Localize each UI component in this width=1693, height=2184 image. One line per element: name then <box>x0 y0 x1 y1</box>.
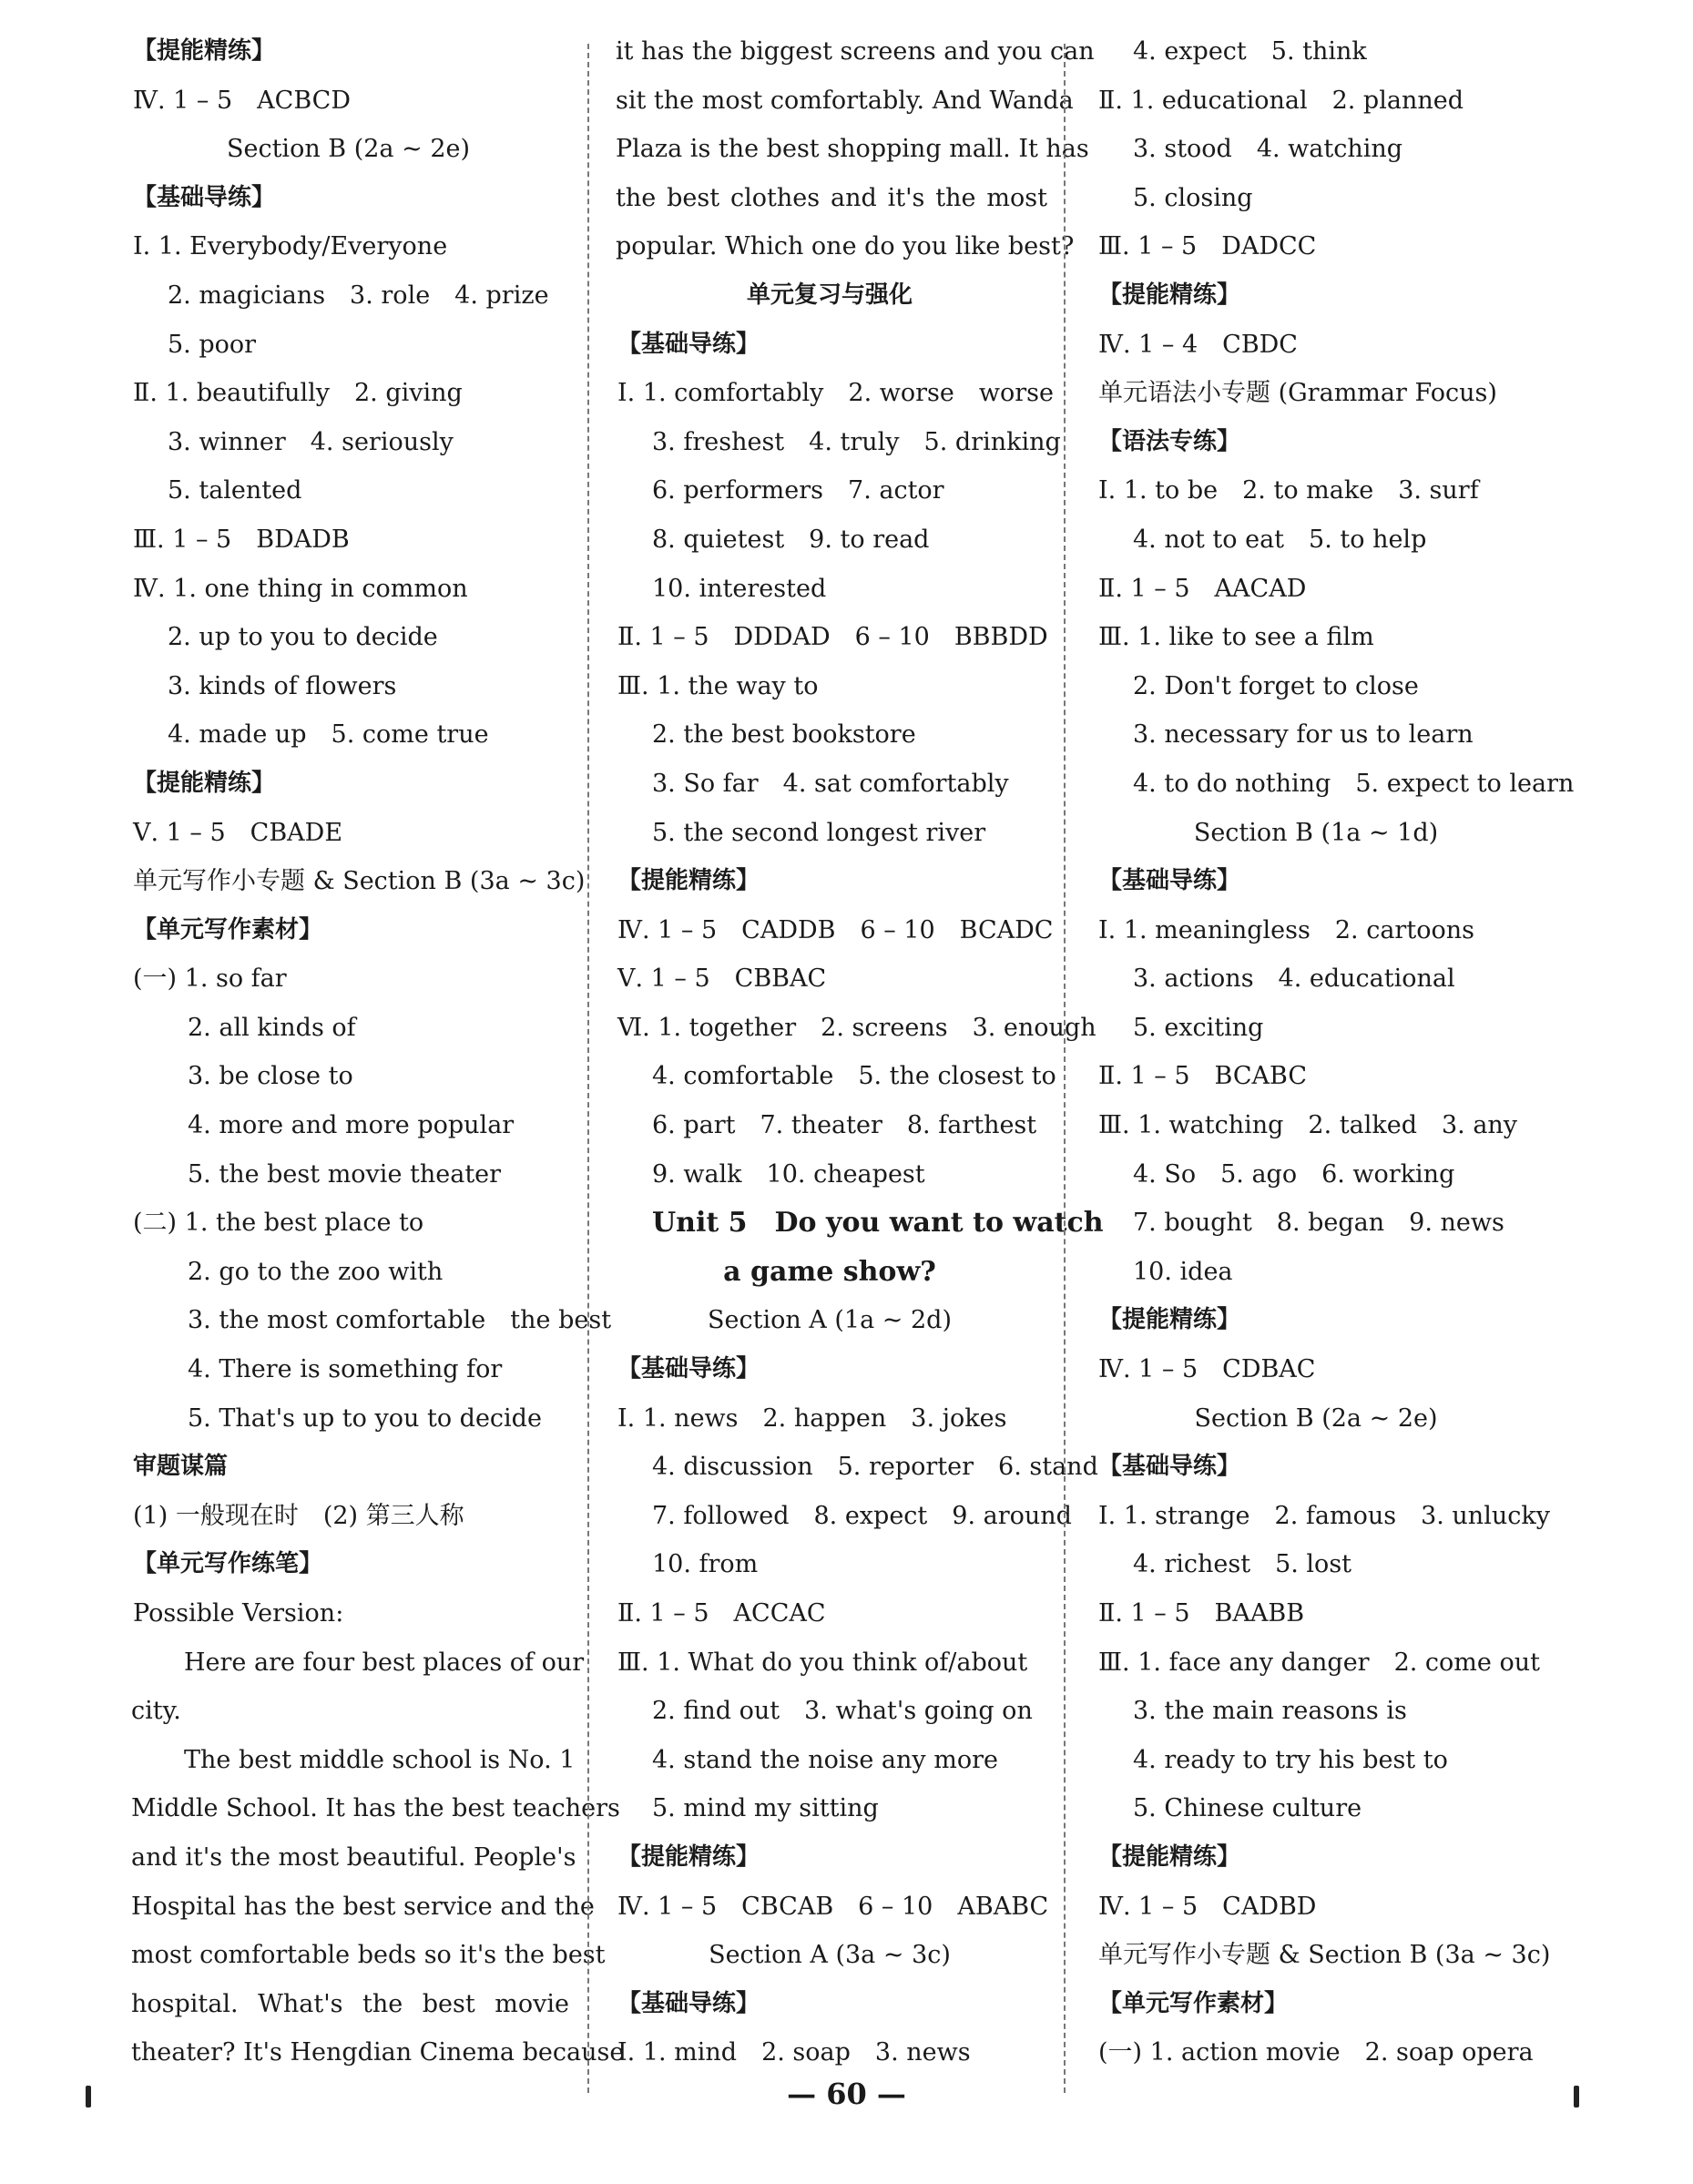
answer-line: 5. mind my sitting <box>652 1794 879 1823</box>
answer-line: 3. the main reasons is <box>1133 1697 1407 1726</box>
answer-line: 4. stand the noise any more <box>652 1745 998 1774</box>
section-title: Section B (1a ~ 1d) <box>1193 818 1439 847</box>
answer-line: (一) 1. so far <box>133 964 287 994</box>
essay-line: and it's the most beautiful. People's <box>131 1842 576 1872</box>
section-heading: 【单元写作练笔】 <box>133 1550 323 1578</box>
answer-line: Ⅳ. 1. one thing in common <box>133 574 468 603</box>
answer-line: Ⅱ. 1 – 5 DDDAD 6 – 10 BBBDD <box>617 623 1048 652</box>
answer-line: Ⅱ. 1. educational 2. planned <box>1098 86 1464 115</box>
answer-line: 6. part 7. theater 8. farthest <box>652 1111 1037 1140</box>
answer-line: Ⅲ. 1. like to see a film <box>1098 623 1374 652</box>
answer-line: Ⅳ. 1 – 5 CBCAB 6 – 10 ABABC <box>617 1892 1049 1921</box>
essay-line: popular. Which one do you like best? <box>616 232 1075 261</box>
answer-line: Ⅲ. 1 – 5 DADCC <box>1098 232 1317 261</box>
answer-line: 3. freshest 4. truly 5. drinking <box>652 427 1061 456</box>
answer-line: 4. ready to try his best to <box>1133 1745 1448 1774</box>
answer-line: Ⅰ. 1. strange 2. famous 3. unlucky <box>1098 1501 1550 1530</box>
answer-line: Ⅰ. 1. meaningless 2. cartoons <box>1098 915 1474 944</box>
answer-line: 单元语法小专题 (Grammar Focus) <box>1098 379 1497 408</box>
essay-line: the best clothes and it's the most <box>616 183 1047 212</box>
answer-line: Ⅱ. 1 – 5 AACAD <box>1098 574 1307 603</box>
answer-line: Ⅲ. 1. face any danger 2. come out <box>1098 1648 1540 1677</box>
section-heading: 【单元写作素材】 <box>133 915 323 944</box>
answer-line: 10. from <box>652 1550 759 1579</box>
section-title: Section B (2a ~ 2e) <box>1194 1403 1438 1433</box>
answer-line: Ⅱ. 1. beautifully 2. giving <box>133 379 463 408</box>
essay-line: city. <box>131 1697 181 1726</box>
answer-line: Ⅰ. 1. news 2. happen 3. jokes <box>617 1403 1007 1433</box>
answer-line: 10. idea <box>1133 1257 1233 1286</box>
essay-line: theater? It's Hengdian Cinema because <box>131 2038 625 2067</box>
answer-line: 5. the second longest river <box>652 818 986 847</box>
section-heading: 【单元写作素材】 <box>1098 1989 1289 2017</box>
essay-line: sit the most comfortably. And Wanda <box>616 86 1074 115</box>
essay-line: hospital. What's the best movie <box>131 1989 569 2018</box>
answer-line: Ⅳ. 1 – 5 CDBAC <box>1098 1355 1316 1384</box>
essay-line: Here are four best places of our <box>184 1648 585 1677</box>
column-left <box>127 27 625 2095</box>
essay-line: Middle School. It has the best teachers <box>131 1794 620 1823</box>
section-title: 单元复习与强化 <box>746 281 913 309</box>
answer-line: 3. be close to <box>188 1062 353 1091</box>
scan-mark <box>1574 2086 1579 2107</box>
answer-line: (二) 1. the best place to <box>133 1209 424 1238</box>
answer-line: 10. interested <box>652 574 827 603</box>
answer-line: Ⅰ. 1. Everybody/Everyone <box>133 232 448 261</box>
column-middle <box>612 27 1104 2095</box>
section-heading: 【语法专练】 <box>1098 427 1241 455</box>
answer-line: Ⅰ. 1. mind 2. soap 3. news <box>617 2038 971 2067</box>
column-right <box>1093 27 1575 2095</box>
answer-line: 3. necessary for us to learn <box>1133 720 1474 750</box>
answer-line: (一) 1. action movie 2. soap opera <box>1098 2038 1534 2067</box>
answer-line: 3. the most comfortable the best <box>188 1306 612 1335</box>
unit-title: Unit 5 Do you want to watch <box>652 1207 1104 1240</box>
answer-line: Ⅳ. 1 – 4 CBDC <box>1098 330 1298 359</box>
section-heading: 【提能精练】 <box>617 1842 760 1871</box>
answer-line: 4. richest 5. lost <box>1133 1550 1352 1579</box>
answer-line: 2. go to the zoo with <box>188 1257 444 1286</box>
essay-line: it has the biggest screens and you can <box>616 37 1095 66</box>
answer-line: 5. exciting <box>1133 1013 1264 1042</box>
section-heading: 【提能精练】 <box>1098 281 1241 309</box>
section-heading: 【提能精练】 <box>1098 1306 1241 1334</box>
answer-line: 4. to do nothing 5. expect to learn <box>1133 769 1575 798</box>
answer-line: Possible Version: <box>133 1599 344 1628</box>
answer-line: Ⅲ. 1. the way to <box>617 671 819 700</box>
section-heading: 【提能精练】 <box>133 769 276 797</box>
answer-line: 2. Don't forget to close <box>1133 671 1419 700</box>
answer-line: Ⅰ. 1. to be 2. to make 3. surf <box>1098 476 1479 505</box>
answer-line: Ⅴ. 1 – 5 CBADE <box>133 818 343 847</box>
answer-line: Ⅰ. 1. comfortably 2. worse worse <box>617 379 1054 408</box>
answer-line: 2. find out 3. what's going on <box>652 1697 1033 1726</box>
answer-line: 2. the best bookstore <box>652 720 916 750</box>
answer-line: 5. closing <box>1133 183 1253 212</box>
section-heading: 【基础导练】 <box>1098 867 1241 895</box>
answer-line: Ⅱ. 1 – 5 ACCAC <box>617 1599 826 1628</box>
essay-line: The best middle school is No. 1 <box>184 1745 576 1774</box>
answer-line: Ⅳ. 1 – 5 CADBD <box>1098 1892 1317 1921</box>
section-heading: 【提能精练】 <box>1098 1842 1241 1871</box>
answer-line: 6. performers 7. actor <box>652 476 944 505</box>
answer-line: Ⅵ. 1. together 2. screens 3. enough <box>617 1013 1096 1042</box>
answer-line: 9. walk 10. cheapest <box>652 1159 925 1189</box>
page-number: — 60 — <box>787 2077 906 2111</box>
section-heading: 【提能精练】 <box>133 37 276 65</box>
answer-line: 5. Chinese culture <box>1133 1794 1362 1823</box>
answer-line: 3. kinds of flowers <box>168 671 397 700</box>
section-heading: 【基础导练】 <box>133 183 276 211</box>
answer-line: 4. There is something for <box>188 1355 503 1384</box>
essay-line: Hospital has the best service and the <box>131 1892 595 1921</box>
answer-line: 4. So 5. ago 6. working <box>1133 1159 1455 1189</box>
answer-line: Ⅱ. 1 – 5 BCABC <box>1098 1062 1308 1091</box>
column-divider <box>1064 44 1066 2093</box>
answer-line: 3. winner 4. seriously <box>168 427 454 456</box>
answer-line: 8. quietest 9. to read <box>652 525 930 554</box>
essay-line: most comfortable beds so it's the best <box>131 1941 606 1970</box>
essay-line: Plaza is the best shopping mall. It has <box>616 135 1089 164</box>
answer-line: 7. followed 8. expect 9. around <box>652 1501 1072 1530</box>
answer-line: 5. That's up to you to decide <box>188 1403 542 1433</box>
answer-line: 4. more and more popular <box>188 1111 515 1140</box>
answer-line: 5. talented <box>168 476 302 505</box>
section-title: Section A (3a ~ 3c) <box>709 1941 951 1970</box>
unit-title: a game show? <box>723 1255 936 1288</box>
answer-line: 5. the best movie theater <box>188 1159 502 1189</box>
section-title: Section A (1a ~ 2d) <box>708 1306 952 1335</box>
answer-line: Ⅲ. 1. What do you think of/about <box>617 1648 1028 1677</box>
answer-line: 3. So far 4. sat comfortably <box>652 769 1009 798</box>
answer-line: 2. up to you to decide <box>168 623 438 652</box>
scan-mark <box>86 2086 91 2107</box>
section-heading: 【提能精练】 <box>617 867 760 895</box>
answer-line: 4. expect 5. think <box>1133 37 1367 66</box>
answer-line: 4. not to eat 5. to help <box>1133 525 1427 554</box>
answer-line: 5. poor <box>168 330 257 359</box>
column-divider <box>587 44 589 2093</box>
answer-line: Ⅱ. 1 – 5 BAABB <box>1098 1599 1305 1628</box>
answer-line: 7. bought 8. began 9. news <box>1133 1209 1504 1238</box>
answer-line: 3. actions 4. educational <box>1133 964 1455 994</box>
answer-line: Ⅳ. 1 – 5 ACBCD <box>133 86 351 115</box>
section-heading: 【基础导练】 <box>617 1989 760 2017</box>
answer-line: 单元写作小专题 & Section B (3a ~ 3c) <box>133 867 586 896</box>
answer-line: 3. stood 4. watching <box>1133 135 1403 164</box>
answer-line: 4. made up 5. come true <box>168 720 489 750</box>
section-title: Section B (2a ~ 2e) <box>226 135 471 164</box>
answer-line: 2. all kinds of <box>188 1013 356 1042</box>
answer-line: (1) 一般现在时 (2) 第三人称 <box>133 1501 464 1530</box>
answer-line: 单元写作小专题 & Section B (3a ~ 3c) <box>1098 1941 1551 1970</box>
answer-line: Ⅲ. 1. watching 2. talked 3. any <box>1098 1111 1518 1140</box>
section-heading: 【基础导练】 <box>1098 1453 1241 1481</box>
section-heading: 【基础导练】 <box>617 330 760 358</box>
answer-line: 2. magicians 3. role 4. prize <box>168 281 549 310</box>
answer-line: Ⅳ. 1 – 5 CADDB 6 – 10 BCADC <box>617 915 1054 944</box>
answer-line: Ⅲ. 1 – 5 BDADB <box>133 525 350 554</box>
section-heading: 【基础导练】 <box>617 1355 760 1383</box>
answer-line: 4. discussion 5. reporter 6. stand <box>652 1453 1098 1482</box>
answer-line: 4. comfortable 5. the closest to <box>652 1062 1056 1091</box>
section-heading: 审题谋篇 <box>133 1453 229 1481</box>
answer-line: Ⅴ. 1 – 5 CBBAC <box>617 964 827 994</box>
